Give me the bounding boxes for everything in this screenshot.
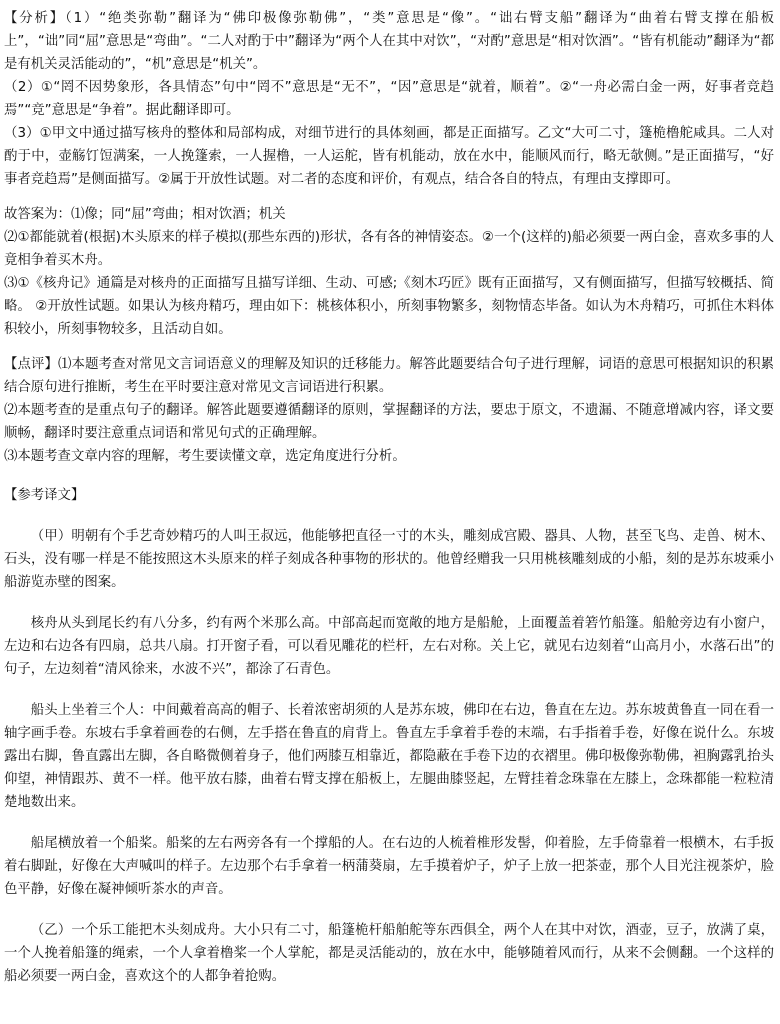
translation-paragraph-1: （甲）明朝有个手艺奇妙精巧的人叫王叔远，他能够把直径一寸的木头，雕刻成宫殿、器具、人物，甚至飞鸟、走兽、树木、石头，没有哪一样是不能按照这木头原来的样子刻成各种事物的形状的。他曾经赠我一只用桃核雕刻成的小船，刻的是苏东坡乘小船游览赤壁的图案。 (4, 529, 774, 590)
answer-paragraph-2: ⑵①都能就着(根据)木头原来的样子模拟(那些东西的)形状，各有各的神情姿态。②一个(这样的)船必须要一两白金，喜欢多事的人竟相争着买木舟。 (4, 230, 774, 268)
comment-paragraph-2: ⑵本题考查的是重点句子的翻译。解答此题要遵循翻译的原则，掌握翻译的方法，要忠于原文，不遗漏、不随意增减内容，译文要顺畅，翻译时要注意重点词语和常见句式的正确理解。 (4, 403, 774, 441)
answer-paragraph-1: 故答案为：⑴像；同“屈”弯曲；相对饮酒；机关 (4, 207, 286, 222)
analysis-paragraph-2: （2）①“罔不因势象形，各具情态”句中“罔不”意思是“无不”，“因”意思是“就着，顺着”。②“一舟必需白金一两，好事者竞趋焉”“竞”意思是“争着”。据此翻译即可。 (4, 80, 774, 118)
analysis-paragraph-3: （3）①甲文中通过描写核舟的整体和局部构成，对细节进行的具体刻画，都是正面描写。乙文“大可二寸，篷桅橹舵咸具。二人对酌于中，壶觞饤饾满案，一人挽篷索，一人握橹，一人运舵，皆有机能动，放在水中，能顺风而行，略无欹侧。”是正面描写，“好事者竞趋焉”是侧面描写。②属于开放性试题。对二者的态度和评价，有观点，结合各自的特点，有理由支撑即可。 (4, 126, 774, 187)
translation-paragraph-2: 核舟从头到尾长约有八分多，约有两个米那么高。中部高起而宽敞的地方是船舱，上面覆盖着箬竹船篷。船舱旁边有小窗户，左边和右边各有四扇，总共八扇。打开窗子看，可以看见雕花的栏杆，左右对称。关上它，就见右边刻着“山高月小，水落石出”的句子，左边刻着“清风徐来，水波不兴”，都涂了石青色。 (4, 616, 774, 677)
translation-section (4, 484, 774, 988)
answer-section (4, 203, 774, 341)
comment-section (4, 353, 774, 468)
translation-paragraph-3: 船头上坐着三个人：中间戴着高高的帽子、长着浓密胡须的人是苏东坡，佛印在右边，鲁直在左边。苏东坡黄鲁直一同在看一轴字画手卷。东坡右手拿着画卷的右侧，左手搭在鲁直的肩背上。鲁直左手拿着手卷的末端，右手指着手卷，好像在说什么。东坡露出右脚，鲁直露出左脚，各自略微侧着身子，他们两膝互相靠近，都隐蔽在手卷下边的衣褶里。佛印极像弥勒佛，袒胸露乳抬头仰望，神情跟苏、黄不一样。他平放右膝，曲着右臂支撑在船板上，左腿曲膝竖起，左臂挂着念珠靠在左膝上，念珠都能一粒粒清楚地数出来。 (4, 703, 774, 810)
comment-paragraph-1: 【点评】⑴本题考查对常见文言词语意义的理解及知识的迁移能力。解答此题要结合句子进行理解，词语的意思可根据知识的积累结合原句进行推断，考生在平时要注意对常见文言词语进行积累。 (4, 357, 774, 395)
analysis-paragraph-1: 【分析】（1）“绝类弥勒”翻译为“佛印极像弥勒佛”，“类”意思是“像”。“诎右臂支船”翻译为“曲着右臂支撑在船板上”，“诎”同“屈”意思是“弯曲”。“二人对酌于中”翻译为“两个人在其中对饮”，“对酌”意思是“相对饮酒”。“皆有机能动”翻译为“都是有机关灵活能动的”，“机”意思是“机关”。 (4, 11, 774, 72)
translation-paragraph-4: 船尾横放着一个船桨。船桨的左右两旁各有一个撑船的人。在右边的人梳着椎形发髻，仰着脸，左手倚靠着一根横木，右手扳着右脚趾，好像在大声喊叫的样子。左边那个右手拿着一柄蒲葵扇，左手摸着炉子，炉子上放一把茶壶，那个人目光注视茶炉，脸色平静，好像在凝神倾听茶水的声音。 (4, 836, 774, 897)
translation-paragraph-5: （乙）一个乐工能把木头刻成舟。大小只有二寸，船篷桅杆船舶舵等东西俱全，两个人在其中对饮，酒壶，豆子，放满了桌，一个人挽着船篷的绳索，一个人拿着橹桨一个人掌舵，都是灵活能动的，放在水中，能够随着风而行，从来不会侧翻。一个这样的船必须要一两白金，喜欢这个的人都争着抢购。 (4, 923, 774, 984)
translation-heading: 【参考译文】 (4, 488, 85, 503)
analysis-section (4, 7, 774, 191)
answer-paragraph-3: ⑶①《核舟记》通篇是对核舟的正面描写且描写详细、生动、可感;《刻木巧匠》既有正面描写，又有侧面描写，但描写较概括、简略。 ②开放性试题。如果认为核舟精巧，理由如下：桃核体积小，所刻事物繁多，刻物情态毕备。如认为木舟精巧，可抓住木料体积较小，所刻事物较多，且活动自如。 (4, 276, 774, 337)
comment-paragraph-3: ⑶本题考查文章内容的理解，考生要读懂文章，选定角度进行分析。 (4, 449, 406, 464)
